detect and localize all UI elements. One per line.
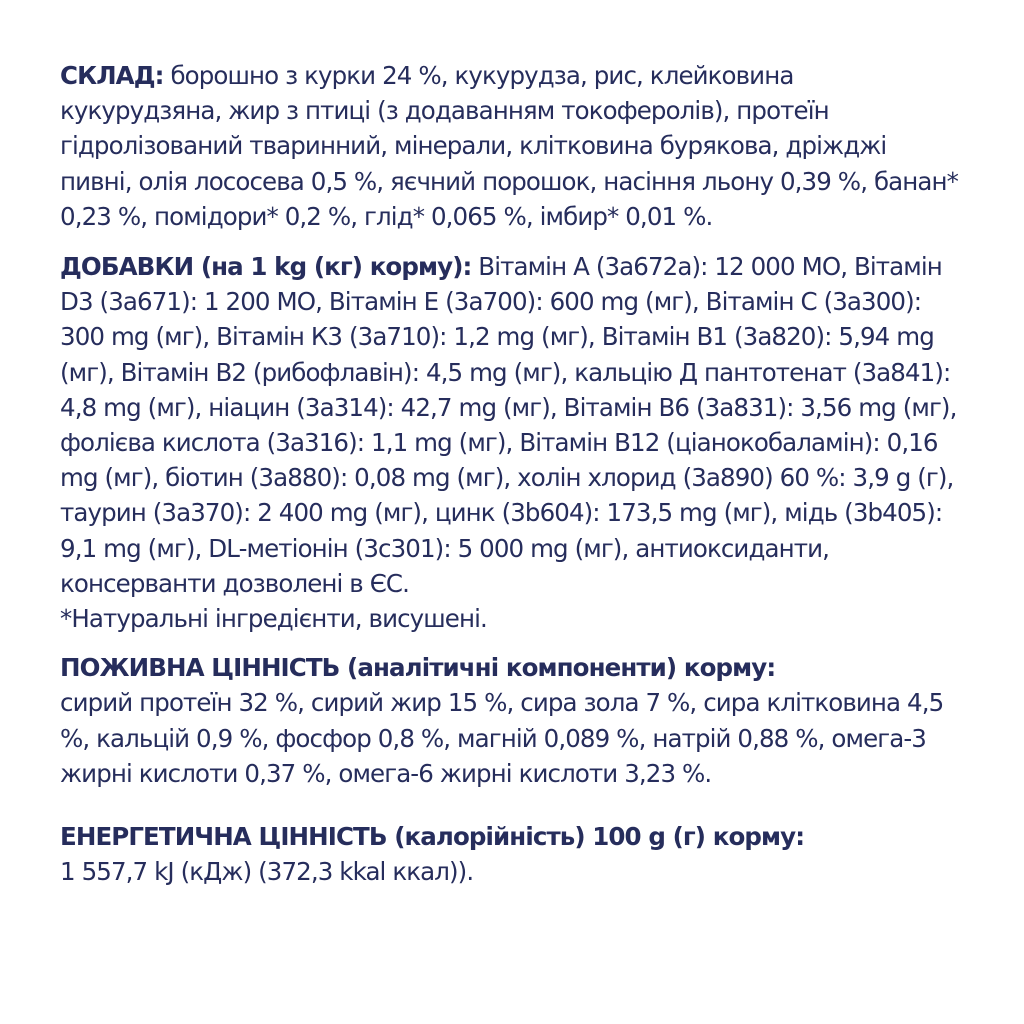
nutrition-heading: ПОЖИВНА ЦІННІСТЬ (аналітичні компоненти) корму: [60,653,776,683]
composition-text: борошно з курки 24 %, кукурудза, рис, клейковина кукурудзяна, жир з птиці (з додаванням токоферолів), протеїн гідролізований тваринний, мінерали, клітковина бурякова, дріжджі пивні, олія лососева 0,5 %, яєчний порошок, насіння льону 0,39 %, банан* 0,23 %, помідори* 0,2 %, глід* 0,065 %, імбир* 0,01 %. [60,61,958,231]
additives-text: Вітамін А (3а672а): 12 000 МО, Вітамін D3 (3а671): 1 200 МО, Вітамін Е (3а700): 600 mg (мг), Вітамін С (3а300): 300 mg (мг), Вітамін К3 (3а710): 1,2 mg (мг), Вітамін В1 (3а820): 5,94 mg (мг), Вітамін В2 (рибофлавін): 4,5 mg (мг), кальцію Д пантотенат (3а841): 4,8 mg (мг), ніацин (3а314): 42,7 mg (мг), Вітамін В6 (3а831): 3,56 mg (мг), фолієва кислота (3а316): 1,1 mg (мг), Вітамін В12 (ціанокобаламін): 0,16 mg (мг), біотин (3а880): 0,08 mg (мг), холін хлорид (3а890) 60 %: 3,9 g (г), таурин (3а370): 2 400 mg (мг), цинк (3b604): 173,5 mg (мг), мідь (3b405): 9,1 mg (мг), DL-метіонін (3c301): 5 000 mg (мг), антиоксиданти, консерванти дозволені в ЄС. [60,252,957,598]
additives-heading: ДОБАВКИ (на 1 kg (кг) корму): [60,252,472,282]
composition-heading: СКЛАД: [60,61,164,90]
ingredients-label [60,58,960,889]
energy-text: 1 557,7 kJ (кДж) (372,3 kkal ккал)). [60,857,474,887]
additives-section [60,249,960,636]
nutrition-section [60,650,960,791]
energy-section [60,819,960,889]
composition-section [60,58,960,234]
energy-heading: ЕНЕРГЕТИЧНА ЦІННІСТЬ (калорійність) 100 g (г) корму: [60,822,805,852]
nutrition-text: сирий протеїн 32 %, сирий жир 15 %, сира зола 7 %, сира клітковина 4,5 %, кальцій 0,9 %, фосфор 0,8 %, магній 0,089 %, натрій 0,88 %, омега-3 жирні кислоти 0,37 %, омега-6 жирні кислоти 3,23 %. [60,688,944,788]
natural-ingredients-footnote: *Натуральні інгредієнти, висушені. [60,604,487,634]
